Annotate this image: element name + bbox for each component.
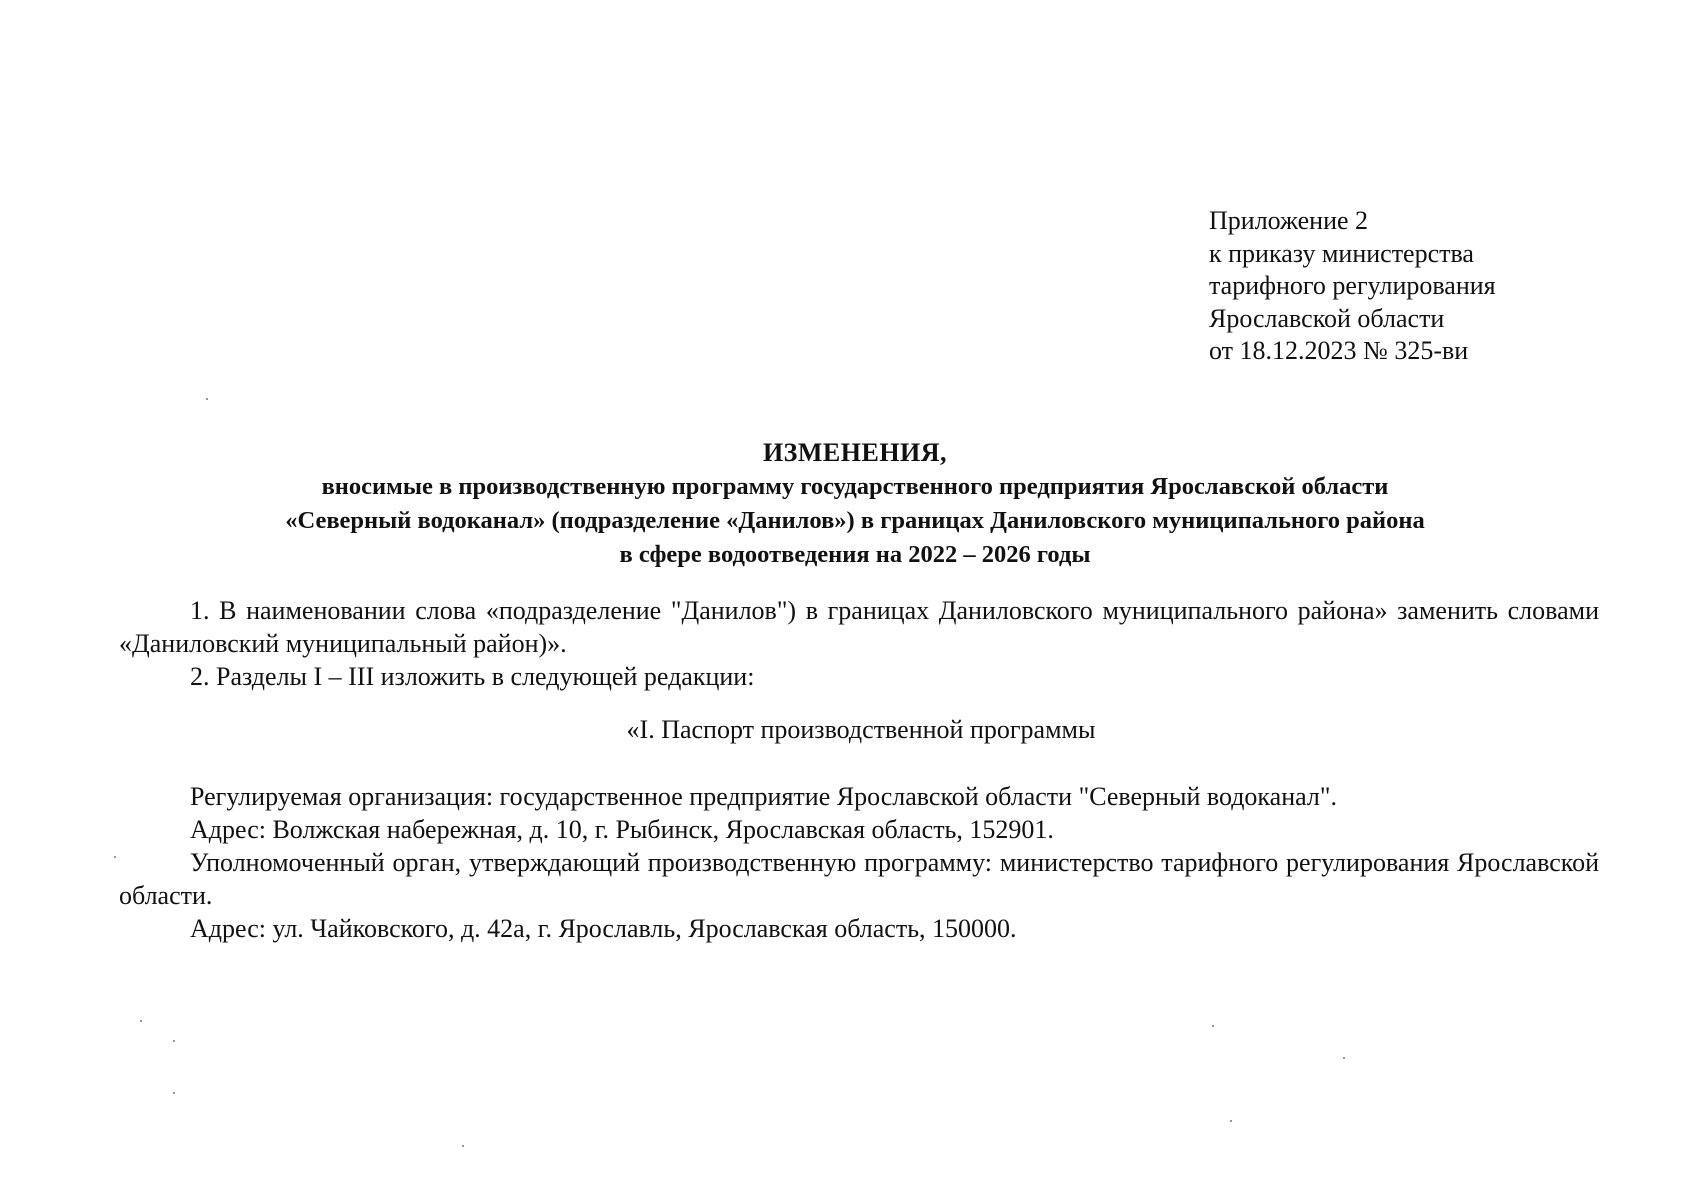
scan-speck [462,1145,464,1147]
heading-title: ИЗМЕНЕНИЯ, [762,438,948,467]
scan-speck [1212,1025,1214,1027]
paragraph-5: Уполномоченный орган, утверждающий производственную программу: министерство тарифного регулирования Ярославской области. [119,848,1599,910]
paragraph-4: Адрес: Волжская набережная, д. 10, г. Рыбинск, Ярославская область, 152901. [190,815,1054,844]
appendix-line-1: Приложение 2 [1209,206,1369,235]
scan-speck [173,1092,175,1094]
appendix-line-4: Ярославской области [1209,303,1445,333]
scan-speck [173,1040,175,1042]
appendix-line-3: тарифного регулирования [1209,271,1496,300]
document-body [119,594,1599,945]
scan-speck [206,398,208,400]
scan-speck [140,1020,142,1022]
heading-line-3: в сфере водоотведения на 2022 – 2026 годы [619,541,1091,568]
appendix-block [1209,205,1496,368]
section-title: «I. Паспорт производственной программы [626,715,1096,744]
paragraph-3: Регулируемая организация: государственное предприятие Ярославской области "Северный водоканал". [190,782,1337,811]
appendix-line-5: от 18.12.2023 № 325-ви [1209,336,1469,365]
paragraph-1: 1. В наименовании слова «подразделение "Данилов") в границах Даниловского муниципального района» заменить словами «Даниловский муниципальный район)». [119,596,1599,658]
appendix-line-2: к приказу министерства [1209,238,1474,268]
scan-speck [1343,1057,1345,1059]
paragraph-6: Адрес: ул. Чайковского, д. 42а, г. Ярославль, Ярославская область, 150000. [190,914,1017,943]
heading-line-1: вносимые в производственную программу государственного предприятия Ярославской области [321,473,1389,500]
heading-line-2: «Северный водоканал» (подразделение «Данилов») в границах Даниловского муниципального района [285,507,1425,534]
paragraph-2: 2. Разделы I – III изложить в следующей редакции: [190,662,755,691]
scan-speck [114,856,116,858]
document-heading [120,436,1590,572]
scan-speck [1230,1120,1232,1122]
